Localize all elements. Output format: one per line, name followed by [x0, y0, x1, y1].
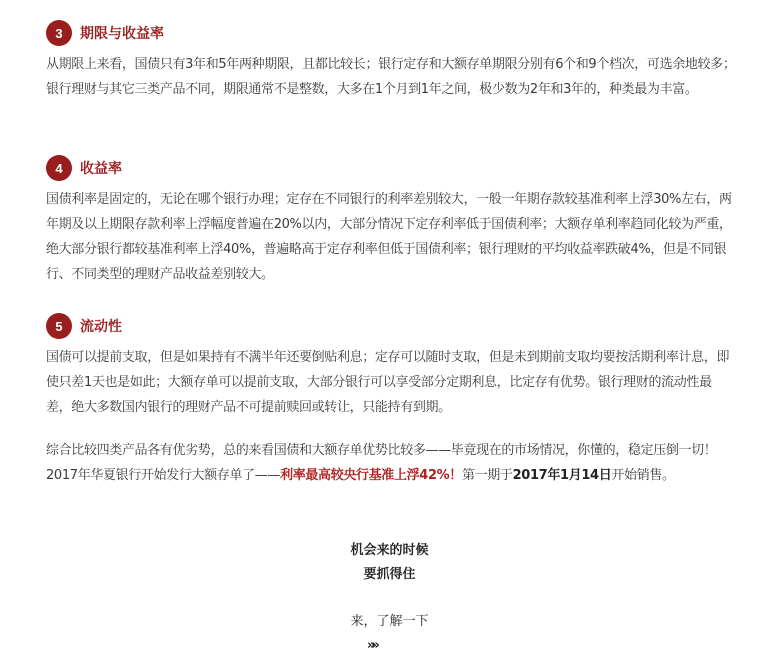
closing-line-1: 机会来的时候: [350, 543, 429, 558]
section-header-4: [46, 155, 122, 181]
summary-text: 开始销售。: [611, 468, 675, 483]
section-paragraph: 国债可以提前支取，但是如果持有不满半年还要倒贴利息；定存可以随时支取，但是未到期前支取均要按活期利率计息，即使只差1天也是如此；大额存单可以提前支取，大部分银行可以享受部分定期利息，比定存有优势。银行理财的流动性最差，绝大多数国内银行的理财产品不可提前赎回或转让，只能持有到期。: [46, 350, 730, 415]
double-chevron-right-icon[interactable]: »»: [367, 638, 376, 653]
section-header-3: [46, 20, 164, 46]
section-paragraph: 国债利率是固定的，无论在哪个银行办理；定存在不同银行的利率差别较大，一般一年期存款较基准利率上浮30%左右，两年期及以上期限存款利率上浮幅度普遍在20%以内，大部分情况下定存利率低于国债利率；大额存单利率趋同化较为严重，绝大部分银行都较基准利率上浮40%，普遍略高于定存利率但低于国债利率；银行理财的平均收益率跌破4%，但是不同银行、不同类型的理财产品收益差别较大。: [46, 192, 732, 282]
summary-text: 第一期于: [461, 468, 513, 483]
section-title: 流动性: [80, 319, 122, 335]
section-title: 期限与收益率: [80, 26, 164, 42]
rate-highlight: 利率最高较央行基准上浮42%！: [280, 468, 462, 483]
section-number-badge: 4: [46, 155, 72, 181]
section-paragraph: 从期限上来看，国债只有3年和5年两种期限，且都比较长；银行定存和大额存单期限分别有6个和9个档次，可选余地较多；银行理财与其它三类产品不同，期限通常不是整数，大多在1个月到1年之间，极少数为2年和3年的，种类最为丰富。: [46, 57, 736, 97]
section-title: 收益率: [80, 161, 122, 177]
summary-paragraph: [46, 438, 736, 488]
launch-date: 2017年1月14日: [512, 468, 612, 483]
section-number-badge: 3: [46, 20, 72, 46]
section-number-badge: 5: [46, 313, 72, 339]
section-header-5: [46, 313, 122, 339]
summary-text: 综合比较四类产品各有优劣势，总的来看国债和大额存单优势比较多——毕竟现在的市场情况，你懂的，稳定压倒一切！2017年华夏银行开始发行大额存单了——: [46, 443, 717, 483]
call-to-action-text: 来，了解一下: [350, 614, 429, 629]
closing-line-2: 要抓得住: [363, 567, 416, 582]
